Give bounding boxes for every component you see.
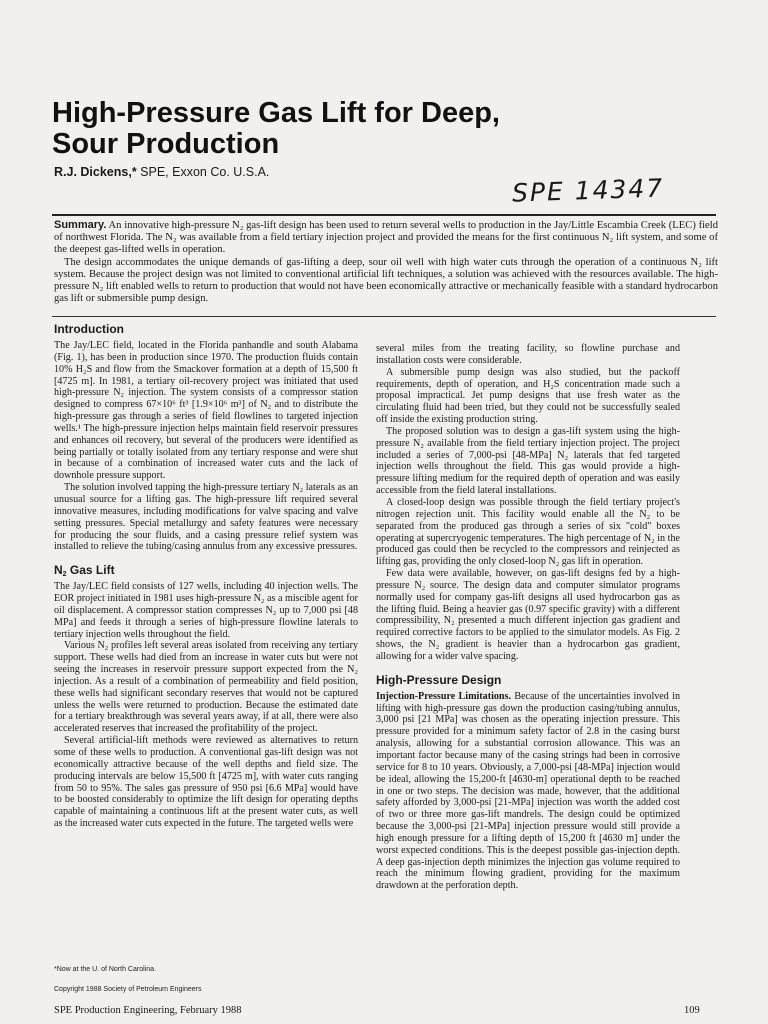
copyright-notice: Copyright 1988 Society of Petroleum Engineers: [54, 986, 202, 993]
runin-heading: Injection-Pressure Limitations.: [376, 690, 511, 702]
summary-block: [54, 219, 718, 305]
author-affiliation: SPE, Exxon Co. U.S.A.: [140, 165, 270, 179]
summary-paragraph-1: [54, 219, 718, 257]
n2-paragraph-2: Various N₂ profiles left several areas isolated from receiving any tertiary support. These wells had died from an increase in water cuts but were not seeing the increases in reservoir pressure support expected from the N₂ injection. As a result of a combination of permeability and field position, these wells had significant secondary reserves that would not be captured unless the wells were returned to production. Because the estimated date for a tertiary breakthrough was several years away, if at all, there were also accelerated reserves that increased the profitability of the project.: [54, 640, 358, 735]
summary-paragraph-2: The design accommodates the unique demands of gas-lifting a deep, sour oil well with high water cuts through the operation of a continuous N₂ lift system. Because the project design was not limited to conventional artificial lift techniques, a solution was achieved with the resources available. The high-pressure N₂ lift enabled wells to return to production that would not have been economically attractive or mechanically feasible with a standard hydrocarbon gas lift or submersible pump design.: [54, 256, 718, 305]
handwritten-paper-number: SPE 14347: [511, 173, 665, 208]
journal-citation: SPE Production Engineering, February 1988: [54, 1005, 242, 1016]
title-line-2: Sour Production: [52, 128, 280, 160]
page-number: 109: [684, 1005, 700, 1016]
right-paragraph-5: Few data were available, however, on gas-lift designs fed by a high-pressure N₂ source. The design data and computer simulator programs normally used for company gas-lift designs all used hydrocarbon gas as the lifting fluid. Being a heavier gas (0.97 specific gravity) with a different compressibility, N₂ presented a much different injection gas gradient and required corrective factors to be applied to the simulator models. As Fig. 2 shows, the N₂ gradient is heavier than a hydrocarbon gas gradient, allowing for a wider valve spacing.: [376, 568, 680, 662]
summary-top-rule: [52, 214, 716, 216]
intro-paragraph-2: The solution involved tapping the high-pressure tertiary N₂ laterals as an unusual source for a lifting gas. The high-pressure lift required several innovative measures, including modifications for valve spacing and valve setting pressures. Special metallurgy and safety features were necessary for producing the sour fluids, and a casing pressure relief system was installed to relieve the tubing/casing annulus from any excessive pressures.: [54, 482, 358, 553]
n2-paragraph-1: The Jay/LEC field consists of 127 wells, including 40 injection wells. The EOR project initiated in 1981 uses high-pressure N₂ as a miscible agent for oil displacement. A compressor station compresses N₂ up to 7,000 psi [48 MPa] and feeds it through a series of high-pressure flowline laterals to tertiary injection wells throughout the field.: [54, 581, 358, 640]
footnote: *Now at the U. of North Carolina.: [54, 966, 156, 973]
summary-bottom-rule: [52, 316, 716, 317]
intro-paragraph-1: The Jay/LEC field, located in the Florida panhandle and south Alabama (Fig. 1), has been in production since 1970. The production fluids contain 10% H₂S and flow from the Smackover formation at a depth of 15,500 ft [4725 m]. In 1981, a tertiary oil-recovery project was initiated that used high-pressure N₂ injection. The system consists of a compressor station designed to compress 67×10⁶ ft³ [1.9×10⁶ m³] of N₂ and to distribute the high-pressure gas through a series of field flowlines to targeted injection wells.¹ The high-pressure injection helps maintain field reservoir pressures and enhances oil recovery, but several of the producers were identified as being partially or totally isolated from any tertiary response and were shut in because of a combination of increased water cuts and the lack of downhole pressure support.: [54, 340, 358, 482]
right-paragraph-4: A closed-loop design was possible through the field tertiary project's nitrogen rejection unit. This facility would enable all the N₂ to be separated from the produced gas through a series of six "cold" boxes operating at supercryogenic temperatures. The high percentage of N₂ in the produced gas could then be recycled to the compressors and reinjected as lifting gas, providing the only closed-loop N₂ gas lift in operation.: [376, 496, 680, 568]
left-column: [54, 322, 358, 830]
title-line-1: High-Pressure Gas Lift for Deep,: [52, 97, 500, 129]
summary-lead: Summary.: [54, 219, 107, 231]
hp-paragraph-1: [376, 691, 680, 892]
author-name: R.J. Dickens,*: [54, 165, 137, 179]
hp-paragraph-text: Because of the uncertainties involved in lifting with high-pressure gas down the production casing/tubing annulus, 3,000 psi [21 MPa] was chosen as the operating injection pressure. This pressure provided for a minimum safety factor of 2.8 in the casing burst analysis, allowing for a substantial corrosion allowance. This was an important factor because many of the casing strings had been in corrosive service for 8 to 10 years. Obviously, a 7,000-psi [48-MPa] injection would be ideal, allowing the 15,200-ft [4630-m] operational depth to be reached in one or two steps. The decision was made, however, that the additional safety afforded by 3,000-psi [21-MPa] injection was worth the added cost of two or three more gas-lift mandrels. The design could be optimized because the 3,000-psi [21-MPa] injection pressure would still provide a high enough pressure for a lifting depth of 15,200 ft [4630 m] under the worst expected conditions. This is the deepest possible gas-injection depth. A deep gas-injection depth minimizes the injection gas volume required to reach the minimum flowing gradient, providing for the maximum drawdown at the perforation depth.: [376, 690, 680, 892]
author-line: [54, 165, 269, 179]
heading-high-pressure-design: High-Pressure Design: [376, 672, 502, 687]
heading-introduction: Introduction: [54, 322, 124, 336]
summary-text-1: An innovative high-pressure N₂ gas-lift design has been used to return several wells to production in the Jay/Little Escambia Creek (LEC) field of northwest Florida. The N₂ was available from a field tertiary injection project and provided the means for the first continuous N₂ lift system, and some of the deepest gas-lifted wells in operation.: [54, 220, 718, 256]
n2-paragraph-3: Several artificial-lift methods were reviewed as alternatives to return some of these wells to production. A conventional gas-lift design was not economically attractive because of the well depths and field size. The producing intervals are below 15,500 ft [4725 m], with water cuts ranging from 50 to 95%. The sales gas pressure of 950 psi [6.6 MPa] would have to be boosted considerably to optimize the lift design for operating depths capable of maintaining a continuous lift at the present water cuts, as well as the increased water cuts expected in the future. The targeted wells were: [54, 735, 358, 830]
right-paragraph-3: The proposed solution was to design a gas-lift system using the high-pressure N₂ available from the field tertiary injection project. The project included a series of 7,000-psi [48-MPa] N₂ laterals that fed targeted injection wells throughout the field. This gas would provide a high-pressure lifting medium for the required depth of operation and was easily accessible from the field lateral installations.: [376, 425, 680, 497]
right-paragraph-continued: several miles from the treating facility, so flowline purchase and installation costs were considerable.: [376, 343, 680, 366]
heading-n2-gas-lift: $N_2$ Gas Lift: [54, 563, 115, 579]
right-column: [376, 343, 680, 892]
right-paragraph-2: A submersible pump design was also studied, but the packoff requirements, depth of operation, and H₂S concentration made such a proposal impractical. Jet pump designs that use fresh water as the circulating fluid had been tried, but they could not be successfully sealed off inside the existing production string.: [376, 366, 680, 426]
article-title: [52, 98, 612, 160]
